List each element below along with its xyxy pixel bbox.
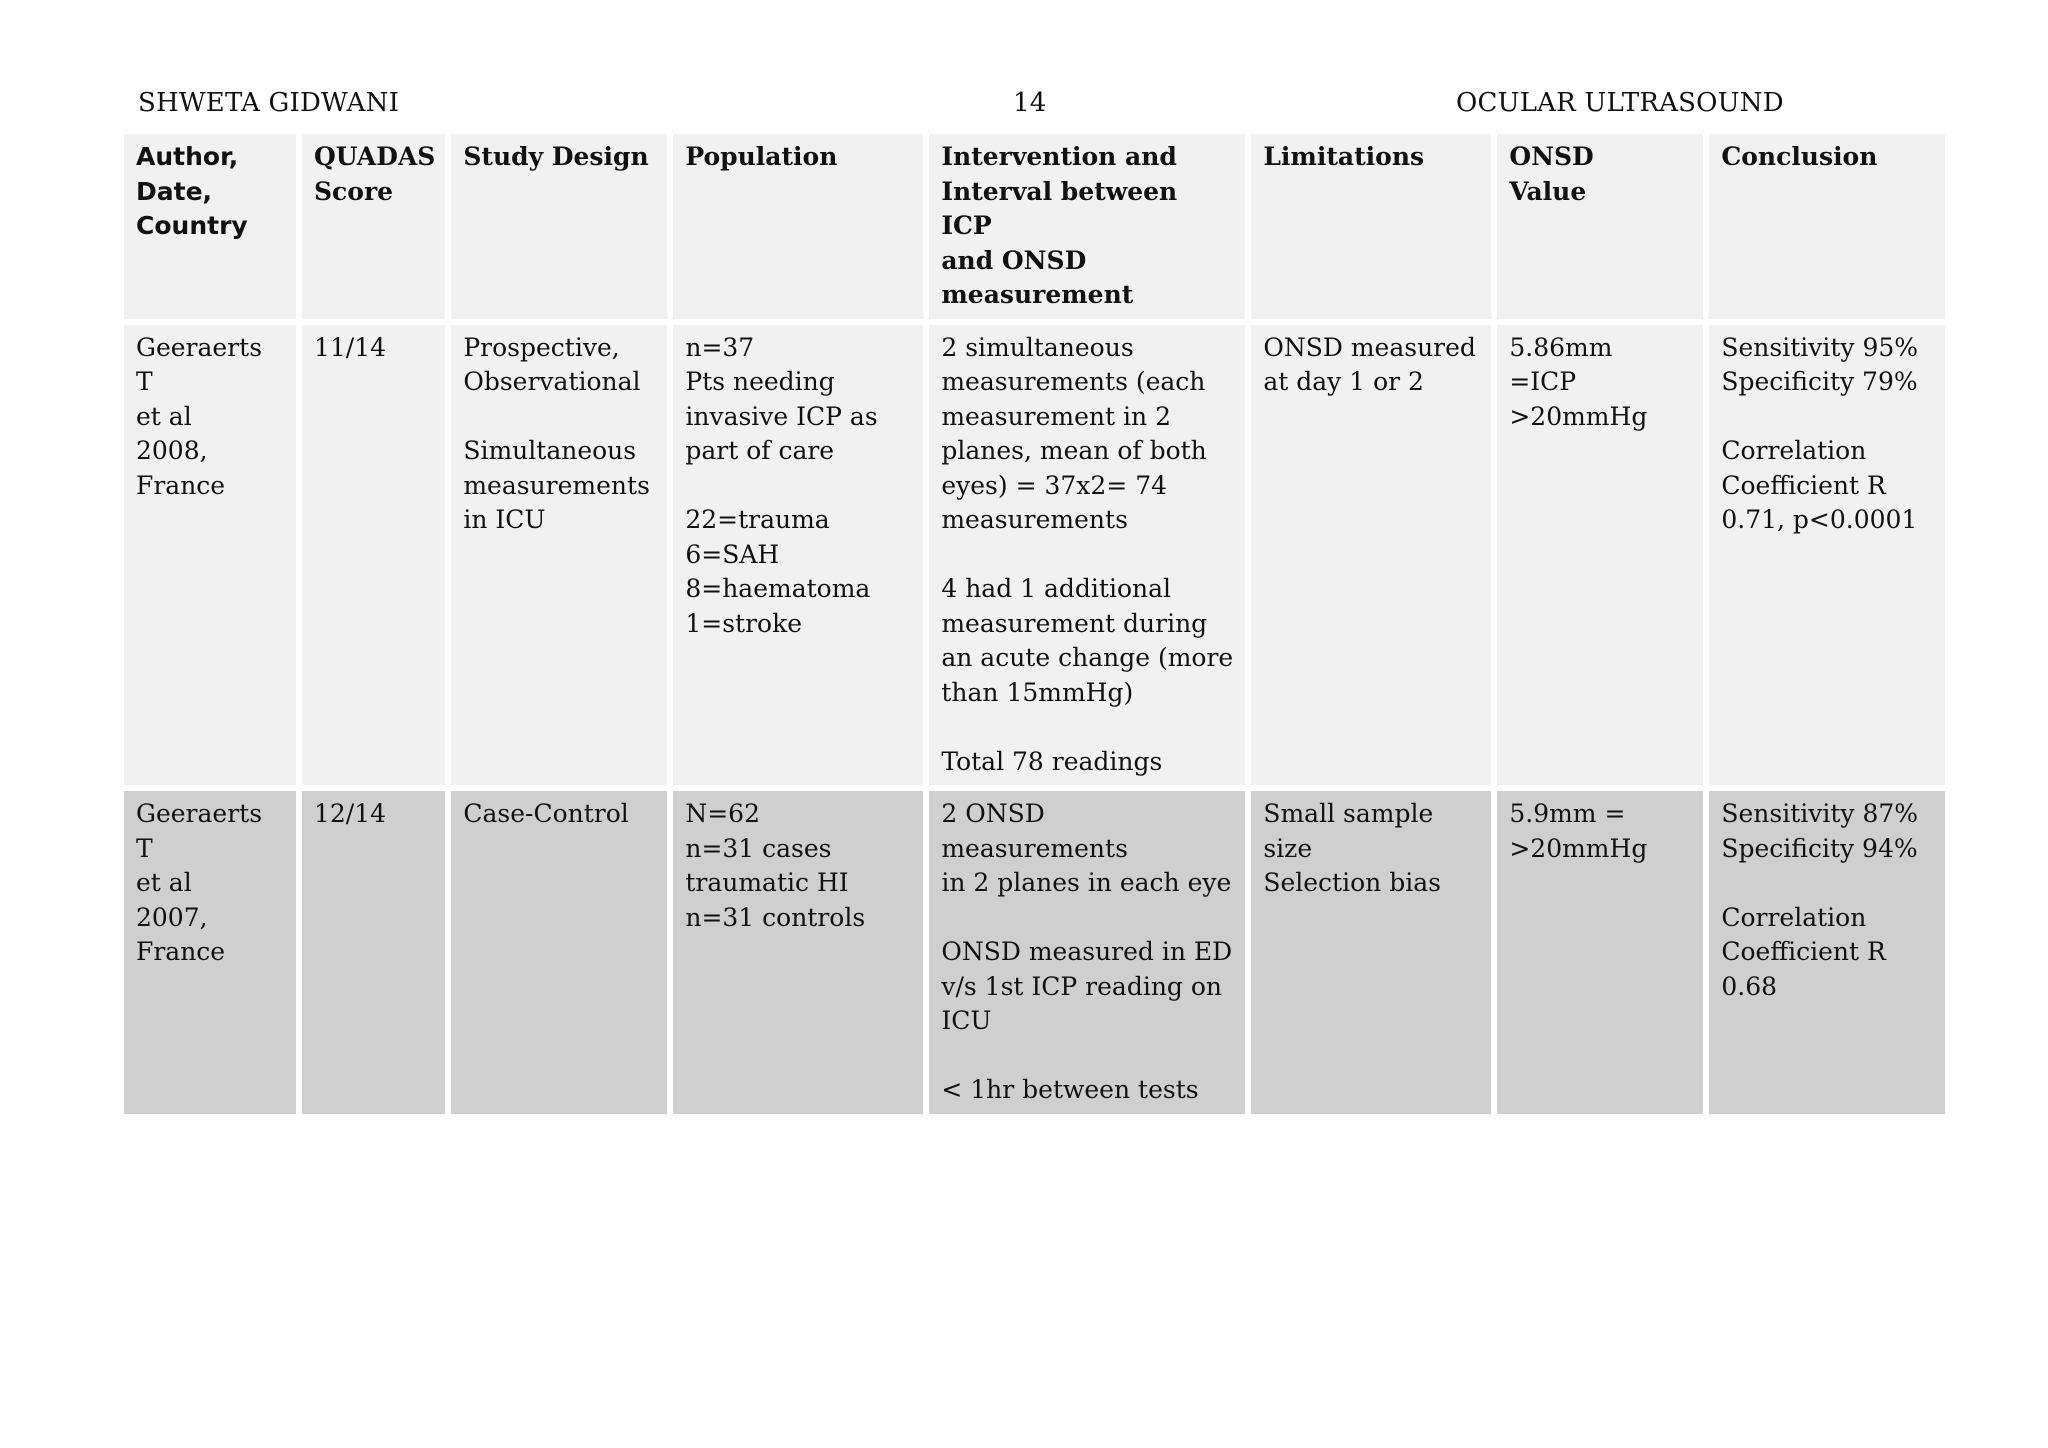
table-header-row (124, 134, 1945, 319)
cell-author: Geeraerts T et al 2007, France (124, 791, 296, 1114)
cell-population: n=37 Pts needing invasive ICP as part of care 22=trauma 6=SAH 8=haematoma 1=stroke (673, 325, 923, 786)
column-header-population: Population (673, 134, 923, 319)
page-number: 14 (1013, 88, 1047, 118)
cell-author: Geeraerts T et al 2008, France (124, 325, 296, 786)
cell-quadas: 11/14 (302, 325, 445, 786)
header-author: SHWETA GIDWANI (138, 88, 400, 118)
study-table (118, 128, 1951, 1120)
cell-limitations: Small sample size Selection bias (1251, 791, 1491, 1114)
column-header-conclusion: Conclusion (1709, 134, 1945, 319)
running-title: OCULAR ULTRASOUND (1456, 88, 1784, 118)
table-row (124, 791, 1945, 1114)
cell-limitations: ONSD measured at day 1 or 2 (1251, 325, 1491, 786)
column-header-study-design: Study Design (451, 134, 667, 319)
running-header (138, 88, 1784, 124)
column-header-limitations: Limitations (1251, 134, 1491, 319)
table-row (124, 325, 1945, 786)
cell-conclusion: Sensitivity 87% Specificity 94% Correlation Coefficient R 0.68 (1709, 791, 1945, 1114)
cell-study-design: Case-Control (451, 791, 667, 1114)
cell-conclusion: Sensitivity 95% Specificity 79% Correlation Coefficient R 0.71, p<0.0001 (1709, 325, 1945, 786)
column-header-onsd-value: ONSD Value (1497, 134, 1703, 319)
cell-study-design: Prospective, Observational Simultaneous measurements in ICU (451, 325, 667, 786)
column-header-intervention: Intervention and Interval between ICP and ONSD measurement (929, 134, 1245, 319)
cell-quadas: 12/14 (302, 791, 445, 1114)
study-table-wrapper (124, 134, 1945, 1114)
column-header-author: Author, Date, Country (124, 134, 296, 319)
cell-onsd-value: 5.9mm = >20mmHg (1497, 791, 1703, 1114)
cell-intervention: 2 ONSD measurements in 2 planes in each eye ONSD measured in ED v/s 1st ICP reading on ICU < 1hr between tests (929, 791, 1245, 1114)
cell-intervention: 2 simultaneous measurements (each measurement in 2 planes, mean of both eyes) = 37x2= 74 measurements 4 had 1 additional measurement during an acute change (more than 15mmHg) Total 78 readings (929, 325, 1245, 786)
cell-population: N=62 n=31 cases traumatic HI n=31 controls (673, 791, 923, 1114)
cell-onsd-value: 5.86mm =ICP >20mmHg (1497, 325, 1703, 786)
column-header-quadas: QUADAS Score (302, 134, 445, 319)
